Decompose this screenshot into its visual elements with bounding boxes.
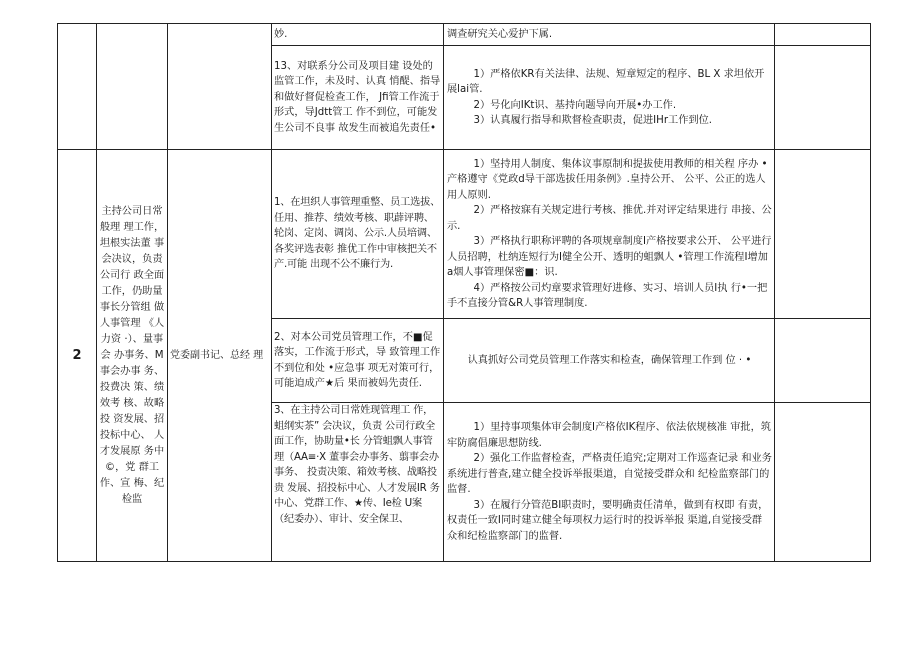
risk-cell: 妙. <box>272 24 444 46</box>
measure-line: 1）严格依KR有关法律、法规、短章短定的程序、BL X 求坦依开展lai管. <box>447 68 765 95</box>
measure-cell <box>444 24 775 46</box>
measure-line: 1）坚持用人制度、集体议事原制和提拔使用教师的相关程 序办 •产格遵守《党政d导干部选拔任用条例》.皇持公开、 公平、公正的选人用人原则. <box>447 158 768 201</box>
measure-cell <box>444 46 775 150</box>
table-row <box>58 24 871 46</box>
measure-line: 调查研究关心爱护下属. <box>447 28 553 40</box>
seq-cell: 2 <box>58 150 97 562</box>
measure-line: 认真抓好公司党员管理工作落实和检查，确保管理工作到 位 · • <box>467 354 752 366</box>
remark-cell <box>775 24 871 46</box>
risk-cell: 2、对本公司党员管理工作，不■促落实，工作流于形式，导 致管理工作不到位和处 •应急事 项无对策可行，可能迫成产★后 果而被妈先责任. <box>272 319 444 403</box>
measure-cell <box>444 403 775 562</box>
measure-line: 2）严格按寐有关规定进行考核、推优.并对评定结果进行 串接、公示. <box>447 205 772 232</box>
measure-line: 2）强化工作监督检查，严格责任追究;定期对工作巡查记录 和业务系统进行普查,建立健全投诉举报渠道，自觉接受群众和 纪检监察部门的监督. <box>447 453 772 495</box>
role-cell: 党委副书记、总经 理 <box>168 150 272 562</box>
measure-line: 3）认真履行指导和欺督检查职责，促进IHr工作到位. <box>473 115 713 126</box>
role-cell <box>168 24 272 150</box>
remark-cell <box>775 403 871 562</box>
measure-cell <box>444 319 775 403</box>
risk-cell: 13、对联系分公司及项目建 设处的监管工作，未及时、认真 悄醍、指导和做好督促检查工作， Jfi管工作流于形式，导Jdtt管工 作不到位，可能发生公司不良事 故发生而被追先责任• <box>272 46 444 150</box>
remark-cell <box>775 150 871 319</box>
remark-cell <box>775 319 871 403</box>
duties-cell <box>97 24 168 150</box>
measure-line: 2）号化向IKt识、基持向题导向开展•办工作. <box>473 99 677 111</box>
measure-line: 3）严格执行职称评聘的各项规章制度I产格按要求公开、 公平进行人员招聘，杜纳连短行为I健全公开、透明的蛆飘人 •管理工作流程I增加a烟人事管理保密■：识. <box>447 236 772 278</box>
risk-control-table <box>57 23 871 562</box>
duties-cell: 主持公司日常般理 理工作， 坦根实法董 事会决议，负责公司行 政全面工作，仍助量 事长分管组 做人事管理 《人力资 ·）、量事会 办事务、M 事会办事 务、投费决 策、绩效考 核、故略投 资发展、招投标中心、 人才发展原 务中©，党 群工作、宣 梅、纪检监 <box>97 150 168 562</box>
measure-line: 3）在履行分管范BI职责时，要明确责任清单，做到有权即 有责，权责任一致I同时建立健全每项权力运行时的投诉举报 渠道,自觉接受群众和纪检监察部门的监督. <box>447 499 769 542</box>
table-row <box>58 150 871 319</box>
measure-line: 1）里持事项集体审会制度I产格依IK程序、依法依规核准 审批，筑牢防腐倡廉思想防线. <box>447 422 771 449</box>
seq-cell <box>58 24 97 150</box>
measure-line: 4）严格按公司灼章要求管理好进修、实习、培训人员I执 行•一把手不直接分管&R人事管理制度. <box>447 282 768 309</box>
risk-cell: 1、在坦织人事管理重整、员工选拔、任用、推荐、绩效考核、职薜评聘、轮岗、定岗、调岗、公示.人员培调、各奖评选表彰 推优工作中审核把关不产.可能 出现不公不廉行为. <box>272 150 444 319</box>
measure-cell <box>444 150 775 319</box>
risk-cell: 3、在主持公司日常姓现管理工 作，蛆纲实茶” 会决议，负责 公司行政全面工作，协助量•长 分管蛆飘人事管理（AA≡·X 董事会办事务、翦事会办事务、 投责决策、箱效考核、战略投贵 发展、招投标中心、人才发展IR 务中心、党群工作、★传、Ie检 U案（纪委办）、审计、安全保卫、 <box>272 403 444 562</box>
remark-cell <box>775 46 871 150</box>
